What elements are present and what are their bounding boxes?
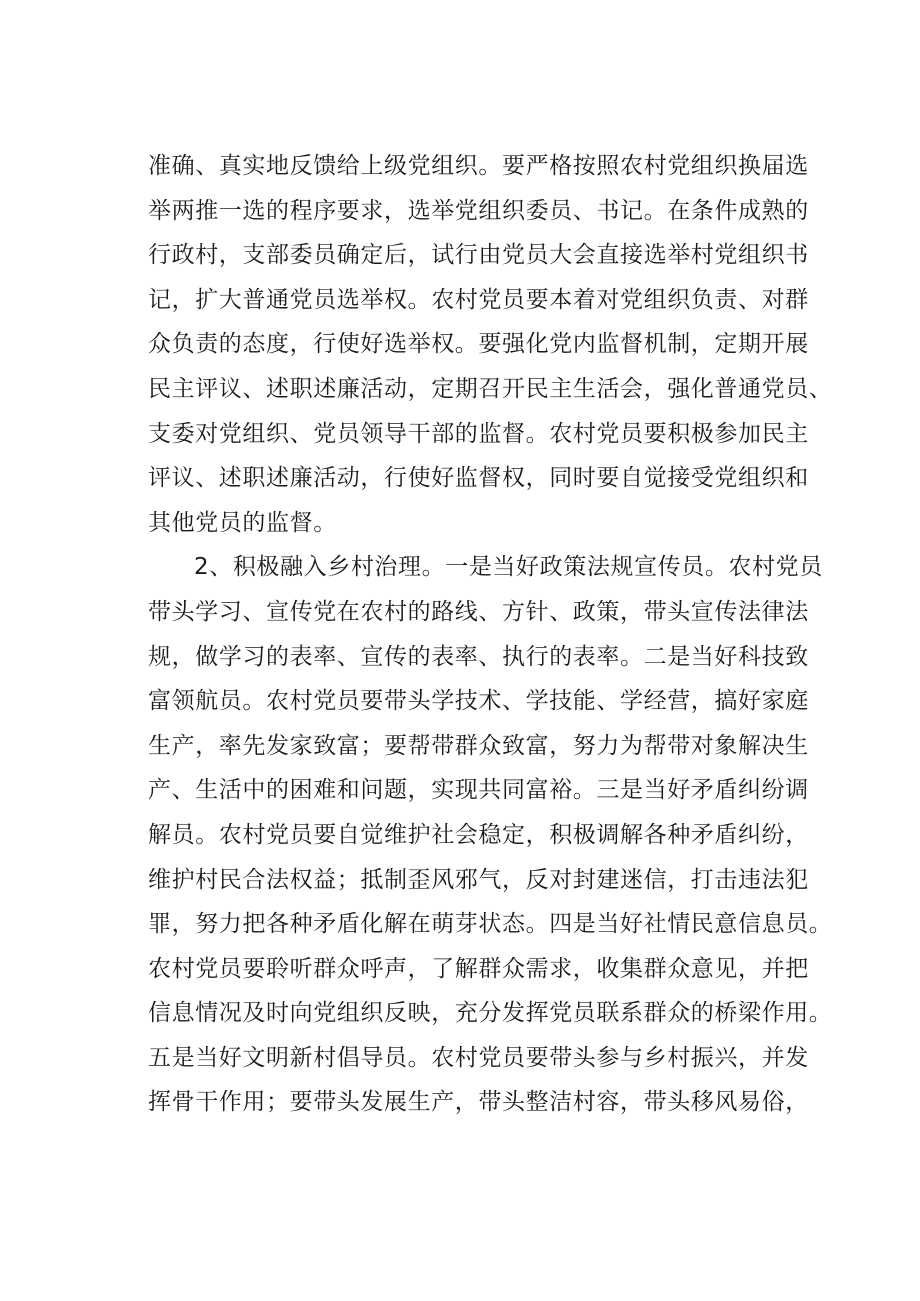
text-line-14: 生产，率先发家致富；要帮带群众致富，努力为帮带对象解决生 <box>148 732 809 759</box>
text-line-8: 评议、述职述廉活动，行使好监督权，同时要自觉接受党组织和 <box>148 465 809 492</box>
text-line-20: 信息情况及时向党组织反映，充分发挥党员联系群众的桥梁作用。 <box>148 1000 833 1027</box>
text-line-3: 行政村，支部委员确定后，试行由党员大会直接选举村党组织书 <box>148 242 809 269</box>
document-body <box>148 144 833 1125</box>
text-line-15: 产、生活中的困难和问题，实现共同富裕。三是当好矛盾纠纷调 <box>148 777 809 804</box>
text-line-22: 挥骨干作用；要带头发展生产，带头整洁村容，带头移风易俗， <box>148 1089 809 1116</box>
text-line-12: 规，做学习的表率、宣传的表率、执行的表率。二是当好科技致 <box>148 643 809 670</box>
text-line-11: 带头学习、宣传党在农村的路线、方针、政策，带头宣传法律法 <box>148 598 809 625</box>
text-line-21: 五是当好文明新村倡导员。农村党员要带头参与乡村振兴，并发 <box>148 1044 809 1071</box>
text-line-1: 准确、真实地反馈给上级党组织。要严格按照农村党组织换届选 <box>148 153 809 179</box>
text-line-16: 解员。农村党员要自觉维护社会稳定，积极调解各种矛盾纠纷， <box>148 821 809 848</box>
text-line-10: 2、积极融入乡村治理。一是当好政策法规宣传员。农村党员 <box>194 554 823 581</box>
text-line-13: 富领航员。农村党员要带头学技术、学技能、学经营，搞好家庭 <box>148 688 809 715</box>
text-line-19: 农村党员要聆听群众呼声，了解群众需求，收集群众意见，并把 <box>148 955 809 982</box>
text-line-7: 支委对党组织、党员领导干部的监督。农村党员要积极参加民主 <box>148 420 809 447</box>
text-line-9: 其他党员的监督。 <box>148 509 337 536</box>
text-line-17: 维护村民合法权益；抵制歪风邪气，反对封建迷信，打击违法犯 <box>148 866 809 893</box>
text-line-2: 举两推一选的程序要求，选举党组织委员、书记。在条件成熟的 <box>148 197 809 224</box>
text-line-18: 罪，努力把各种矛盾化解在萌芽状态。四是当好社情民意信息员。 <box>148 911 833 938</box>
text-line-5: 众负责的态度，行使好选举权。要强化党内监督机制，定期开展 <box>148 331 809 358</box>
text-line-6: 民主评议、述职述廉活动，定期召开民主生活会，强化普通党员、 <box>148 375 833 402</box>
text-line-4: 记，扩大普通党员选举权。农村党员要本着对党组织负责、对群 <box>148 286 809 313</box>
